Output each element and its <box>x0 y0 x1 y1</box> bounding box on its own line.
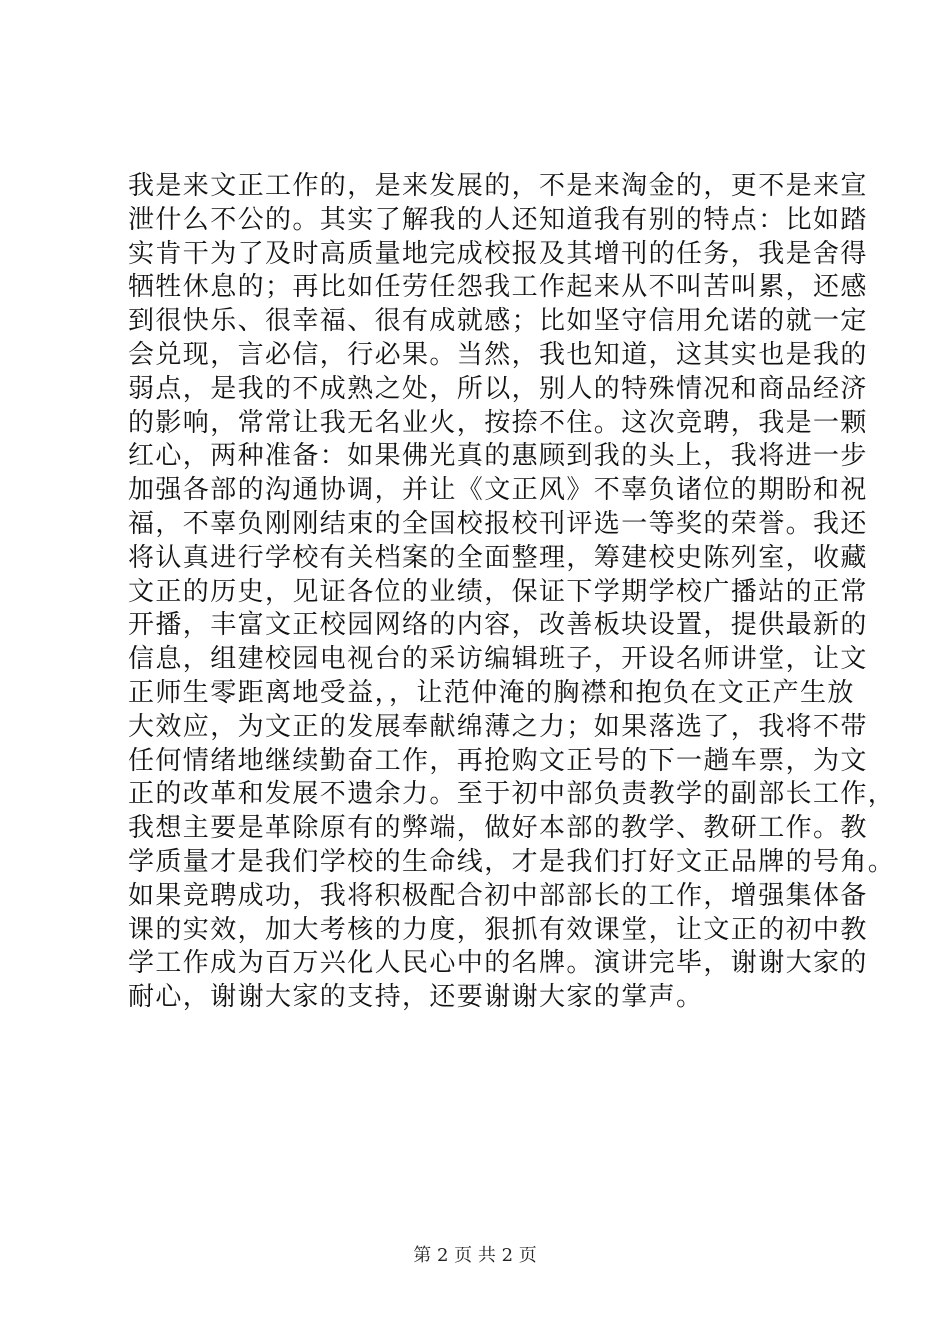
text-line: 文正的历史，见证各位的业绩，保证下学期学校广播站的正常 <box>128 576 868 607</box>
text-line: 大效应，为文正的发展奉献绵薄之力；如果落选了，我将不带 <box>128 711 868 742</box>
text-line: 开播，丰富文正校园网络的内容，改善板块设置，提供最新的 <box>128 610 868 641</box>
speech-paragraph <box>128 170 896 1015</box>
text-line: 学质量才是我们学校的生命线，才是我们打好文正品牌的号角。 <box>128 846 896 877</box>
text-line: 到很快乐、很幸福、很有成就感；比如坚守信用允诺的就一定 <box>128 306 868 337</box>
text-line: 如果竞聘成功，我将积极配合初中部部长的工作，增强集体备 <box>128 880 868 911</box>
text-line: 任何情绪地继续勤奋工作，再抢购文正号的下一趟车票，为文 <box>128 745 868 776</box>
text-line: 信息，组建校园电视台的采访编辑班子，开设名师讲堂，让文 <box>128 644 868 675</box>
text-line: 学工作成为百万兴化人民心中的名牌。演讲完毕，谢谢大家的 <box>128 948 868 979</box>
text-line: 红心，两种准备：如果佛光真的惠顾到我的头上，我将进一步 <box>128 441 868 472</box>
text-line: 加强各部的沟通协调，并让《文正风》不辜负诸位的期盼和祝 <box>128 475 868 506</box>
text-line: 将认真进行学校有关档案的全面整理，筹建校史陈列室，收藏 <box>128 542 868 573</box>
text-line: 我想主要是革除原有的弊端，做好本部的教学、教研工作。教 <box>128 813 868 844</box>
text-line: 正的改革和发展不遗余力。至于初中部负责教学的副部长工作， <box>128 779 896 810</box>
page-number-footer: 第 2 页 共 2 页 <box>413 1245 537 1266</box>
text-line: 课的实效，加大考核的力度，狠抓有效课堂，让文正的初中教 <box>128 914 868 945</box>
text-line: 的影响，常常让我无名业火，按捺不住。这次竞聘，我是一颗 <box>128 407 868 438</box>
text-line: 正师生零距离地受益，，让范仲淹的胸襟和抱负在文正产生放 <box>128 677 855 708</box>
text-line: 牺牲休息的；再比如任劳任怨我工作起来从不叫苦叫累，还感 <box>128 272 868 303</box>
text-line: 耐心，谢谢大家的支持，还要谢谢大家的掌声。 <box>128 982 704 1013</box>
text-line: 会兑现，言必信，行必果。当然，我也知道，这其实也是我的 <box>128 339 868 370</box>
text-line: 弱点，是我的不成熟之处，所以，别人的特殊情况和商品经济 <box>128 373 868 404</box>
text-line: 泄什么不公的。其实了解我的人还知道我有别的特点：比如踏 <box>128 204 868 235</box>
text-line: 实肯干为了及时高质量地完成校报及其增刊的任务，我是舍得 <box>128 238 868 269</box>
text-line: 我是来文正工作的，是来发展的，不是来淘金的，更不是来宣 <box>128 171 868 201</box>
text-line: 福，不辜负刚刚结束的全国校报校刊评选一等奖的荣誉。我还 <box>128 508 868 539</box>
